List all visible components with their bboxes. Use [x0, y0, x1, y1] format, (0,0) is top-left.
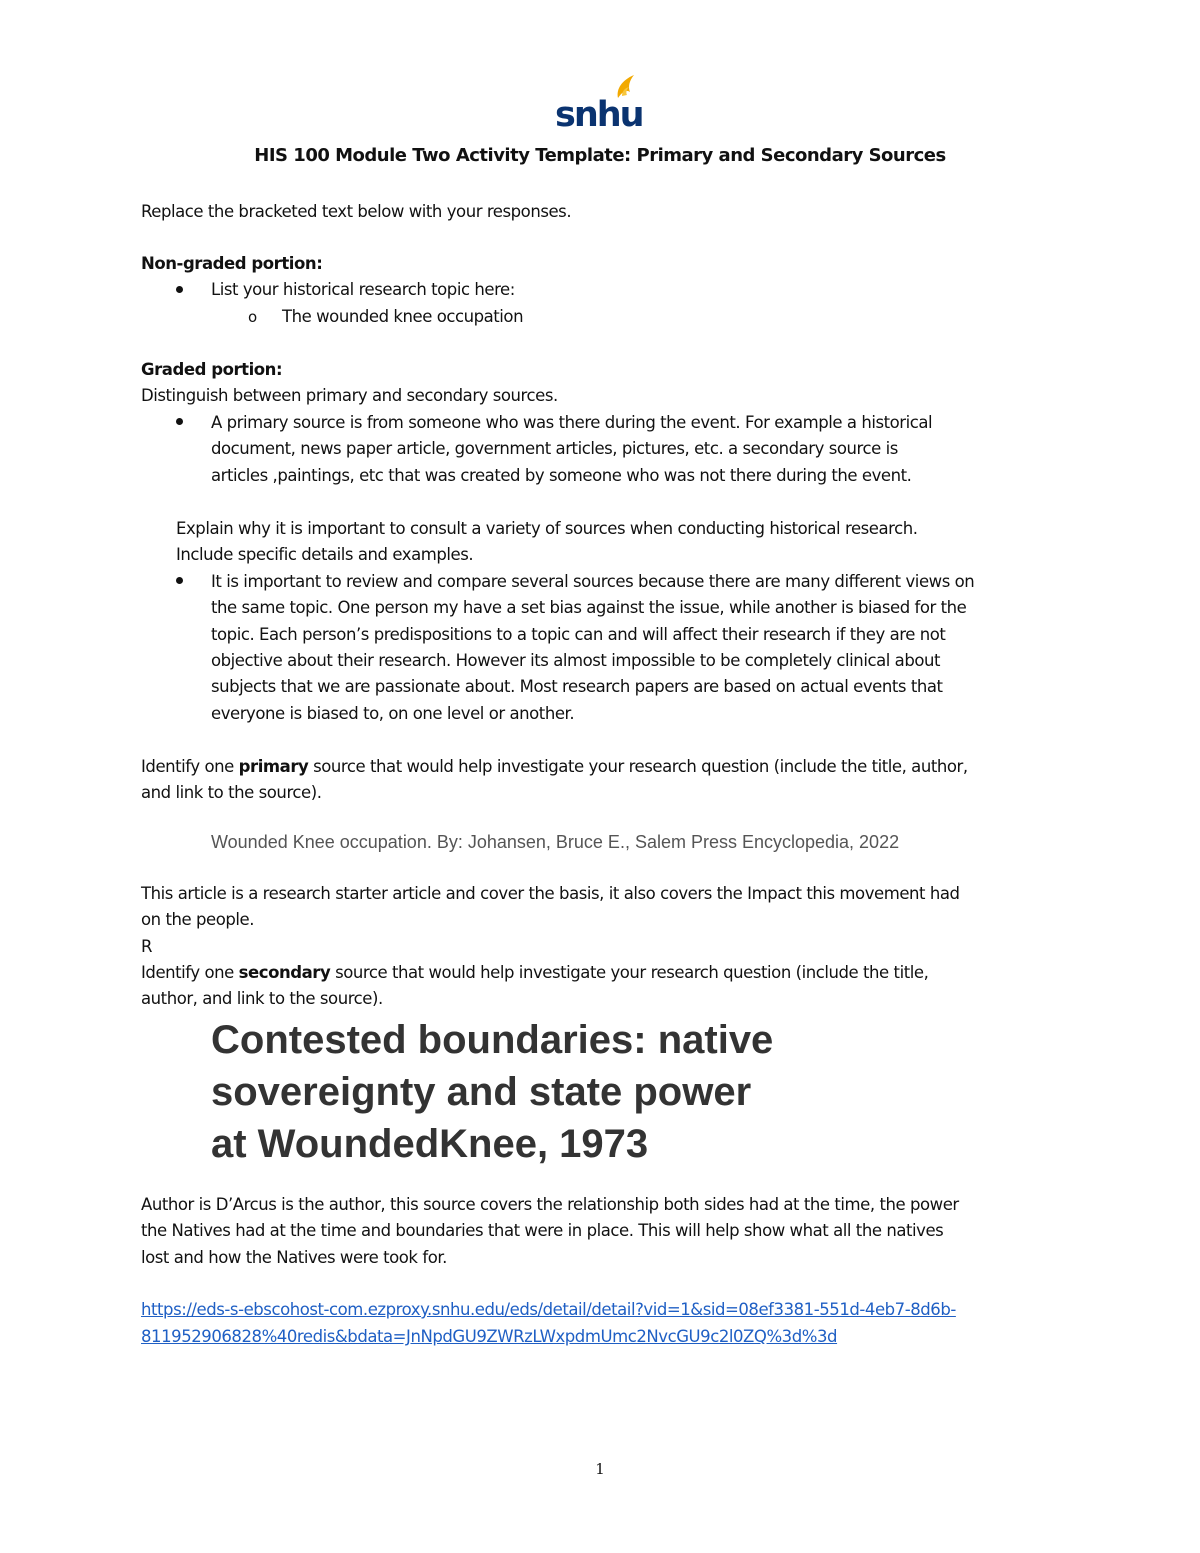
bullet-icon: [176, 577, 183, 584]
secondary-description-line: Author is D’Arcus is the author, this source covers the relationship both sides had at the time, the power: [141, 1195, 959, 1214]
snhu-logo: [555, 74, 643, 135]
variety-prompt-line: Include specific details and examples.: [176, 545, 474, 564]
secondary-source-title-line: Contested boundaries: native: [211, 1018, 774, 1062]
logo-wordmark: snhu: [555, 95, 643, 135]
primary-prompt-line2: and link to the source).: [141, 783, 322, 802]
bullet-icon: [176, 418, 183, 425]
secondary-prompt: Identify one secondary source that would help investigate your research question (include the title,: [141, 963, 929, 982]
secondary-source-title-line: at WoundedKnee, 1973: [211, 1122, 649, 1166]
non-graded-heading: Non-graded portion:: [141, 254, 323, 273]
stray-character: R: [141, 937, 153, 956]
variety-answer-line: It is important to review and compare several sources because there are many different views on: [211, 572, 975, 591]
secondary-description-line: lost and how the Natives were took for.: [141, 1248, 447, 1267]
variety-answer-line: topic. Each person’s predispositions to a topic can and will affect their research if they are not: [211, 625, 946, 644]
distinguish-prompt: Distinguish between primary and secondary sources.: [141, 386, 558, 405]
topic-answer: The wounded knee occupation: [282, 307, 524, 326]
secondary-prompt-line2: author, and link to the source).: [141, 989, 383, 1008]
page-number: 1: [595, 1460, 605, 1478]
source-link[interactable]: https://eds-s-ebscohost-com.ezproxy.snhu.edu/eds/detail/detail?vid=1&sid=08ef3381-551d-4eb7-8d6b-: [141, 1300, 956, 1319]
variety-prompt-line: Explain why it is important to consult a variety of sources when conducting historical research.: [176, 519, 918, 538]
topic-prompt: List your historical research topic here:: [211, 280, 515, 299]
sub-bullet-marker: o: [248, 308, 257, 326]
distinguish-answer-line: document, news paper article, government articles, pictures, etc. a secondary source is: [211, 439, 898, 458]
instructions: Replace the bracketed text below with your responses.: [141, 202, 572, 221]
bullet-icon: [176, 286, 183, 293]
graded-heading: Graded portion:: [141, 360, 283, 379]
primary-source-citation: Wounded Knee occupation. By: Johansen, Bruce E., Salem Press Encyclopedia, 2022: [211, 832, 900, 852]
source-link[interactable]: 811952906828%40redis&bdata=JnNpdGU9ZWRzLWxpdmUmc2NvcGU9c2l0ZQ%3d%3d: [141, 1327, 838, 1346]
distinguish-answer-line: A primary source is from someone who was there during the event. For example a historical: [211, 413, 933, 432]
variety-answer-line: the same topic. One person my have a set bias against the issue, while another is biased for the: [211, 598, 967, 617]
distinguish-answer-line: articles ,paintings, etc that was created by someone who was not there during the event.: [211, 466, 912, 485]
variety-answer-line: everyone is biased to, on one level or another.: [211, 704, 575, 723]
primary-description-line: This article is a research starter article and cover the basis, it also covers the Impact this movement had: [141, 884, 960, 903]
primary-prompt: Identify one primary source that would help investigate your research question (include the title, author,: [141, 757, 968, 776]
primary-description-line: on the people.: [141, 910, 254, 929]
variety-answer-line: objective about their research. However its almost impossible to be completely clinical about: [211, 651, 941, 670]
variety-answer-line: subjects that we are passionate about. Most research papers are based on actual events that: [211, 677, 943, 696]
secondary-source-title-line: sovereignty and state power: [211, 1070, 752, 1114]
secondary-description-line: the Natives had at the time and boundaries that were in place. This will help show what all the natives: [141, 1221, 944, 1240]
document-title: HIS 100 Module Two Activity Template: Primary and Secondary Sources: [254, 145, 946, 166]
